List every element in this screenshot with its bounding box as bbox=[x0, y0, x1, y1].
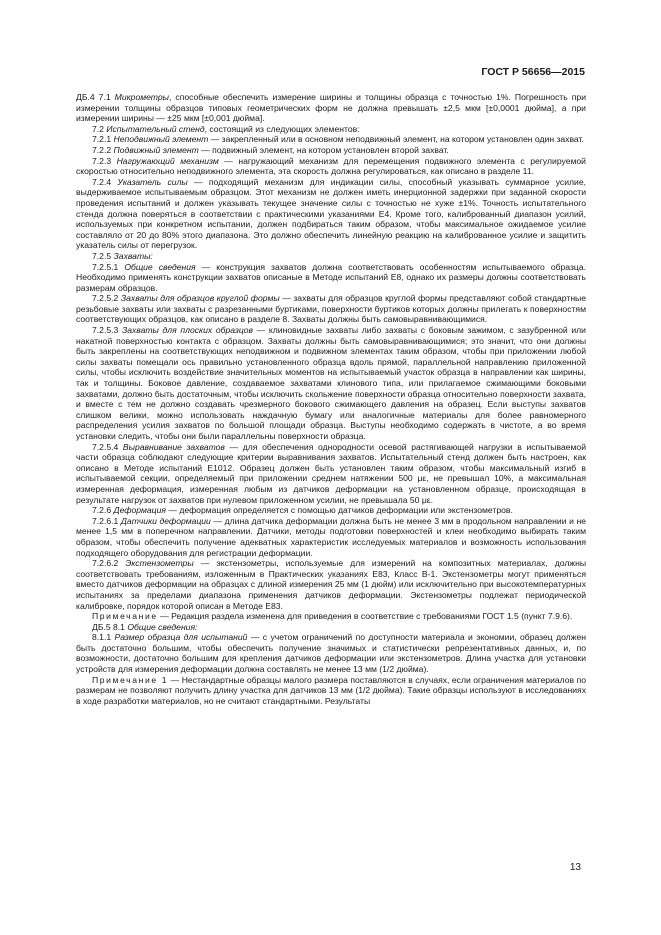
note-editorial: Примечание — Редакция раздела изменена для приведения в соответствие с требованиями ГОСТ 1.5 (пункт 7.9.6). bbox=[92, 611, 573, 622]
paragraph-7-2-2: 7.2.2 Подвижный элемент — подвижный элемент, на котором установлен второй захват. bbox=[92, 144, 449, 155]
paragraph-7-2-5-3: 7.2.5.3 Захваты для плоских образцов — клиновидные захваты либо захваты с боковым зажимом, с зазубренной или накатной поверхностью контакта с образцом. Захваты должны быть самовыравнивающимися; это значит, что они должны быть закреплены на соответствующих неподвижном и подвижном элементах таким образом, чтобы при приложении любой силы захваты помещали ось правильно установленного образца вдоль прямой, параллельной направлению приложенной силы, чтобы исключить воздействие значительных моментов на испытываемый участок образца в направлении как ширины, так и толщины. Боковое давление, создаваемое захватами клинового типа, или прилагаемое сжимающими боковыми захватами, должно быть достаточным, чтобы исключить скольжение поверхности образца относительно поверхности захвата, и вместе с тем не должно создавать чрезмерного бокового сжимающего давления на образец. Если выступы захватов слишком велики, можно использовать наждачную бумагу или аналогичные материалы для более равномерного распределения усилия захватов по большой площади образца. Выступы необходимо содержать в чистоте, а во время установки следить, чтобы они были параллельны поверхности образца. bbox=[76, 325, 586, 441]
paragraph-7-2-6-1: 7.2.6.1 Датчики деформации — длина датчика деформации должна быть не менее 3 мм в продольном направлении и не менее 1,5 мм в поперечном направлении. Датчики, методы подготовки поверхностей и клеи необходимо выбирать таким образом, чтобы обеспечить получение адекватных характеристик исследуемых материалов и возможность использования подходящего оборудования для регистрации деформации. bbox=[76, 515, 587, 558]
paragraph-7-2-3: 7.2.3 Нагружающий механизм — нагружающий механизм для перемещения подвижного элемента с регулируемой скоростью относительно неподвижного элемента, эта скорость должна регулироваться, как описано в разделе 11. bbox=[76, 155, 586, 177]
paragraph-8-1-1: 8.1.1 Размер образца для испытаний — с учетом ограничений по доступности материала и экономии, образец должен быть достаточно большим, чтобы обеспечить получение значимых и статистически репрезентативных данных, и, по возможности, достаточно большим для крепления датчиков деформации или экстензометров. Длина участка для установки устройств для измерения деформации должна составлять не менее 13 мм (1/2 дюйма). bbox=[76, 632, 586, 675]
note-1: Примечание 1 — Нестандартные образцы малого размера поставляются в случаях, если ограничения материалов по размерам не позволяют получить длину участка для датчиков 13 мм (1/2 дюйма). Такие образцы используют в исследованиях в ходе разработки материалов, но не считают стандартными. Результаты bbox=[76, 674, 586, 706]
paragraph-7-2-5-1: 7.2.5.1 Общие сведения — конструкция захватов должна соответствовать особенностям испытываемого образца. Необходимо применять конструкции захватов описаные в Методе испытаний Е8, однако их размеры должны соответствовать размерам образцов. bbox=[76, 261, 587, 293]
paragraph-7-2-1: 7.2.1 Неподвижный элемент — закрепленный или в основном неподвижный элемент, на котором установлен один захват. bbox=[92, 134, 584, 145]
paragraph-db5-8-1: ДБ.5 8.1 Общие сведения: bbox=[92, 621, 198, 632]
page-number: 13 bbox=[569, 862, 581, 873]
paragraph-7-2-5: 7.2.5 Захваты: bbox=[92, 250, 153, 261]
document-body bbox=[76, 92, 586, 706]
paragraph-db4-7-1: ДБ.4 7.1 Микрометры, способные обеспечить измерение ширины и толщины образца с точностью 1%. Погрешность при измерении толщины образцов типовых геометрических форм не должна превышать ±2,5 мкм [±0,0001 дюйма], а при измерении ширины — ±25 мкм [±0,001 дюйма]. bbox=[76, 92, 586, 124]
paragraph-7-2-5-4: 7.2.5.4 Выравнивание захватов — для обеспечения однородности осевой растягивающей нагрузки в испытываемой части образца соблюдают следующие критерии выравнивания захватов. Испытательный стенд должен быть настроен, как описано в Методе испытаний Е1012. Образец должен быть установлен таким образом, чтобы максимальный изгиб в испытываемой секции, определяемый при приложении среднем натяжении 500 με, не превышал 10%, а максимальная измеренная деформация, измеренная любым из датчиков деформации на установленном образце, происходящая в результате нагрузок от захватов при нулевом приложенном усилии, не превышала 50 με. bbox=[76, 441, 586, 505]
standard-header: ГОСТ Р 56656—2015 bbox=[481, 66, 585, 78]
paragraph-7-2-4: 7.2.4 Указатель силы — подходящий механизм для индикации силы, способный указывать суммарное усилие, выдерживаемое испытываемым образцом. Этот механизм не должен иметь инерционной задержки при заданной скорости проведения испытаний и должен указывать текущее значение силы с точностью не хуже ±1%. Точность испытательного стенда должна поверяться в соответствии с практическими указаниями Е4. Кроме того, калиброванный диапазон усилий, используемых при конкретном испытании, должен подбираться таким образом, чтобы максимальное ожидаемое усилие составляло от 20 до 80% этого диапазона. Это должно обеспечить линейную реакцию на калиброванное усилие и защитить указатель силы от перегрузок. bbox=[76, 176, 586, 251]
paragraph-7-2-5-2: 7.2.5.2 Захваты для образцов круглой формы — захваты для образцов круглой формы представляют собой стандартные резьбовые захваты или захваты с разрезанными буртиками, поверхности буртиков которых должны прилегать к поверхностям соответствующих образцов, как описано в разделе 8. Захваты должны быть самовыравнивающимися. bbox=[76, 293, 587, 325]
paragraph-7-2: 7.2 Испытательный стенд, состоящий из следующих элементов: bbox=[92, 123, 360, 134]
paragraph-7-2-6-2: 7.2.6.2 Экстензометры — экстензометры, используемые для измерений на композитных материалах, должны соответствовать требованиям, изложенным в Практических указаниях Е83, Класс В-1. Экстензометры могут применяться вместо датчиков деформации на образцах с длиной измерения 25 мм (1 дюйм) или исключительно при высокотемпературных испытаниях за пределами диапазона применения датчиков деформации. Экстензометры подлежат периодической калибровке, порядок которой описан в Методе Е83. bbox=[76, 558, 587, 611]
paragraph-7-2-6: 7.2.6 Деформация — деформация определяется с помощью датчиков деформации или экстензометров. bbox=[92, 505, 513, 516]
